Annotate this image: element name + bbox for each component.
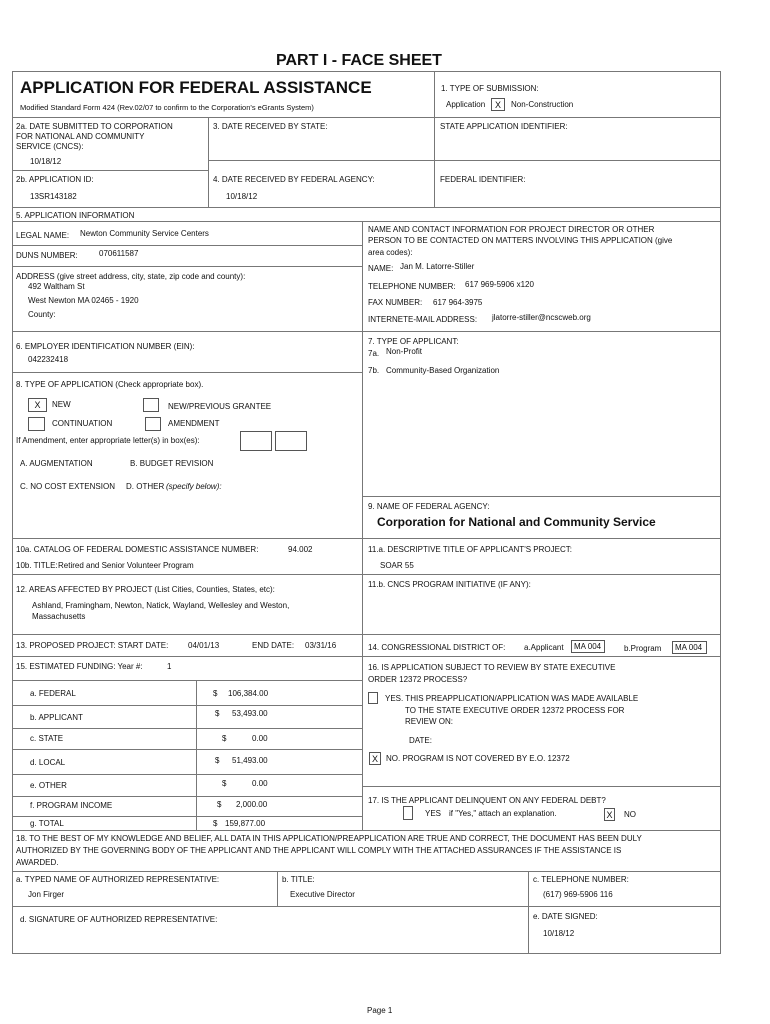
- submission-application-label: Application: [446, 100, 486, 109]
- certification-line-3: AWARDED.: [16, 858, 59, 867]
- type-of-applicant-label: 7. TYPE OF APPLICANT:: [368, 337, 459, 346]
- project-title: SOAR 55: [380, 561, 414, 570]
- review-no-checkbox[interactable]: X: [369, 752, 381, 765]
- rep-name-value: Jon Firger: [28, 890, 65, 899]
- debt-label: 17. IS THE APPLICANT DELINQUENT ON ANY FEDERAL DEBT?: [368, 796, 606, 805]
- ein-label: 6. EMPLOYER IDENTIFICATION NUMBER (EIN):: [16, 342, 195, 351]
- contact-header-2: PERSON TO BE CONTACTED ON MATTERS INVOLVING THIS APPLICATION (give: [368, 236, 673, 245]
- date-received-state-label: 3. DATE RECEIVED BY STATE:: [213, 122, 328, 131]
- legal-name-label: LEGAL NAME:: [16, 231, 70, 240]
- funding-row-amount: 53,493.00: [232, 709, 268, 718]
- review-no-label: NO. PROGRAM IS NOT COVERED BY E.O. 12372: [386, 754, 570, 763]
- applicant-type-b-label: 7b.: [368, 366, 380, 375]
- date-submitted-value: 10/18/12: [30, 157, 62, 166]
- program-district-value[interactable]: MA 004: [672, 641, 707, 654]
- funding-row-currency: $: [222, 779, 227, 788]
- rep-name-label: a. TYPED NAME OF AUTHORIZED REPRESENTATIVE:: [16, 875, 220, 884]
- date-received-federal-value: 10/18/12: [226, 192, 258, 201]
- submission-type: Non-Construction: [511, 100, 574, 109]
- review-yes-checkbox[interactable]: [368, 692, 378, 704]
- funding-row-label: g. TOTAL: [30, 819, 64, 828]
- funding-row-currency: $: [213, 819, 218, 828]
- catalog-title: Retired and Senior Volunteer Program: [58, 561, 194, 570]
- legal-name-value: Newton Community Service Centers: [80, 229, 209, 238]
- contact-name-value: Jan M. Latorre-Stiller: [400, 262, 475, 271]
- amendment-letter-box-1[interactable]: [240, 431, 272, 451]
- review-yes-line-2: TO THE STATE EXECUTIVE ORDER 12372 PROCESS FOR: [405, 706, 625, 715]
- telephone-label: TELEPHONE NUMBER:: [368, 282, 456, 291]
- contact-header-3: area codes):: [368, 248, 413, 257]
- state-app-id-label: STATE APPLICATION IDENTIFIER:: [440, 122, 568, 131]
- email-value: jlatorre-stiller@ncscweb.org: [492, 313, 591, 322]
- debt-no-checkbox[interactable]: X: [604, 808, 615, 821]
- federal-identifier-label: FEDERAL IDENTIFIER:: [440, 175, 526, 184]
- new-label: NEW: [52, 400, 71, 409]
- areas-line-2: Massachusetts: [32, 612, 86, 621]
- type-of-application-label: 8. TYPE OF APPLICATION (Check appropriate box).: [16, 380, 204, 389]
- rep-phone-value: (617) 969-5906 116: [543, 890, 613, 899]
- application-info-label: 5. APPLICATION INFORMATION: [16, 211, 135, 220]
- funding-row-currency: $: [215, 756, 220, 765]
- duns-value: 070611587: [99, 249, 139, 258]
- funding-row-amount: 159,877.00: [225, 819, 266, 828]
- rep-title-label: b. TITLE:: [282, 875, 315, 884]
- end-date-label: END DATE:: [252, 641, 295, 650]
- new-checkbox[interactable]: X: [28, 398, 47, 412]
- debt-no-label: NO: [624, 810, 636, 819]
- applicant-type-a-label: 7a.: [368, 349, 380, 358]
- start-date-value: 04/01/13: [188, 641, 220, 650]
- new-previous-label: NEW/PREVIOUS GRANTEE: [168, 402, 272, 411]
- ein-value: 042232418: [28, 355, 69, 364]
- option-no-cost-extension: C. NO COST EXTENSION: [20, 482, 115, 491]
- end-date-value: 03/31/16: [305, 641, 337, 650]
- fax-value: 617 964-3975: [433, 298, 483, 307]
- certification-line-1: 18. TO THE BEST OF MY KNOWLEDGE AND BELIEF, ALL DATA IN THIS APPLICATION/PREAPPLICATION ARE TRUE AND CORRECT, THE DOCUMENT HAS BEEN DULY: [16, 834, 642, 843]
- funding-row-amount: 51,493.00: [232, 756, 268, 765]
- fax-label: FAX NUMBER:: [368, 298, 423, 307]
- continuation-label: CONTINUATION: [52, 419, 113, 428]
- signature-label: d. SIGNATURE OF AUTHORIZED REPRESENTATIVE:: [20, 915, 218, 924]
- date-submitted-label-3: SERVICE (CNCS):: [16, 142, 84, 151]
- amendment-checkbox[interactable]: [145, 417, 161, 431]
- address-line-1: 492 Waltham St: [28, 282, 85, 291]
- date-received-federal-label: 4. DATE RECEIVED BY FEDERAL AGENCY:: [213, 175, 375, 184]
- funding-row-amount: 0.00: [252, 734, 268, 743]
- type-of-submission-label: 1. TYPE OF SUBMISSION:: [441, 84, 539, 93]
- duns-label: DUNS NUMBER:: [16, 251, 78, 260]
- review-label-2: ORDER 12372 PROCESS?: [368, 675, 468, 684]
- funding-row-currency: $: [213, 689, 218, 698]
- page-number: Page 1: [367, 1006, 393, 1015]
- application-id-value: 13SR143182: [30, 192, 77, 201]
- form-title: APPLICATION FOR FEDERAL ASSISTANCE: [20, 78, 372, 97]
- congressional-district-label: 14. CONGRESSIONAL DISTRICT OF:: [368, 643, 506, 652]
- debt-yes-note: if "Yes," attach an explanation.: [449, 809, 557, 818]
- county-label: County:: [28, 310, 56, 319]
- review-label-1: 16. IS APPLICATION SUBJECT TO REVIEW BY STATE EXECUTIVE: [368, 663, 616, 672]
- option-other: D. OTHER: [126, 482, 165, 491]
- funding-row-label: c. STATE: [30, 734, 64, 743]
- address-label: ADDRESS (give street address, city, state, zip code and county):: [16, 272, 246, 281]
- funding-row-label: a. FEDERAL: [30, 689, 76, 698]
- catalog-number: 94.002: [288, 545, 313, 554]
- submission-checkbox[interactable]: X: [491, 98, 505, 111]
- date-signed-label: e. DATE SIGNED:: [533, 912, 598, 921]
- option-augmentation: A. AUGMENTATION: [20, 459, 93, 468]
- review-yes-line-3: REVIEW ON:: [405, 717, 454, 726]
- applicant-district-label: a.Applicant: [524, 643, 564, 652]
- estimated-funding-label: 15. ESTIMATED FUNDING: Year #:: [16, 662, 143, 671]
- funding-row-currency: $: [215, 709, 220, 718]
- catalog-title-label: 10b. TITLE:: [16, 561, 58, 570]
- funding-row-amount: 0.00: [252, 779, 268, 788]
- funding-row-amount: 106,384.00: [228, 689, 269, 698]
- new-previous-checkbox[interactable]: [143, 398, 159, 412]
- funding-row-currency: $: [222, 734, 227, 743]
- telephone-value: 617 969-5906 x120: [465, 280, 534, 289]
- amendment-instruction: If Amendment, enter appropriate letter(s) in box(es):: [16, 436, 200, 445]
- review-yes-line-1: YES. THIS PREAPPLICATION/APPLICATION WAS MADE AVAILABLE: [385, 694, 639, 703]
- page-title: PART I - FACE SHEET: [276, 52, 442, 69]
- debt-yes-checkbox[interactable]: [403, 806, 413, 820]
- proposed-project-label: 13. PROPOSED PROJECT: START DATE:: [16, 641, 169, 650]
- funding-row-label: f. PROGRAM INCOME: [30, 801, 113, 810]
- date-submitted-label-1: 2a. DATE SUBMITTED TO CORPORATION: [16, 122, 173, 131]
- federal-agency-name: Corporation for National and Community Service: [377, 515, 656, 529]
- funding-row-label: b. APPLICANT: [30, 713, 83, 722]
- funding-row-label: d. LOCAL: [30, 758, 66, 767]
- funding-row-label: e. OTHER: [30, 781, 67, 790]
- option-budget-revision: B. BUDGET REVISION: [130, 459, 214, 468]
- areas-line-1: Ashland, Framingham, Newton, Natick, Wayland, Wellesley and Weston,: [32, 601, 290, 610]
- amendment-letter-box-2[interactable]: [275, 431, 307, 451]
- program-initiative-label: 11.b. CNCS PROGRAM INITIATIVE (IF ANY):: [368, 580, 531, 589]
- rep-title-value: Executive Director: [290, 890, 355, 899]
- amendment-label: AMENDMENT: [168, 419, 220, 428]
- date-submitted-label-2: FOR NATIONAL AND COMMUNITY: [16, 132, 145, 141]
- program-district-label: b.Program: [624, 644, 662, 653]
- project-title-label: 11.a. DESCRIPTIVE TITLE OF APPLICANT'S PROJECT:: [368, 545, 572, 554]
- address-line-2: West Newton MA 02465 - 1920: [28, 296, 139, 305]
- funding-row-amount: 2,000.00: [236, 800, 268, 809]
- date-signed-value: 10/18/12: [543, 929, 575, 938]
- applicant-type-b-value: Community-Based Organization: [386, 366, 500, 375]
- review-date-label: DATE:: [409, 736, 432, 745]
- certification-line-2: AUTHORIZED BY THE GOVERNING BODY OF THE APPLICANT AND THE APPLICANT WILL COMPLY WITH THE ATTACHED ASSURANCES IF THE ASSISTANCE IS: [16, 846, 622, 855]
- application-id-label: 2b. APPLICATION ID:: [16, 175, 94, 184]
- option-other-note: (specify below):: [166, 482, 222, 491]
- contact-name-label: NAME:: [368, 264, 394, 273]
- email-label: INTERNETE-MAIL ADDRESS:: [368, 315, 478, 324]
- debt-yes-label: YES: [425, 809, 442, 818]
- form-subtitle: Modified Standard Form 424 (Rev.02/07 to confirm to the Corporation's eGrants System): [20, 103, 314, 112]
- applicant-type-a-value: Non-Profit: [386, 347, 423, 356]
- funding-year: 1: [167, 662, 172, 671]
- continuation-checkbox[interactable]: [28, 417, 45, 431]
- catalog-label: 10a. CATALOG OF FEDERAL DOMESTIC ASSISTANCE NUMBER:: [16, 545, 259, 554]
- areas-label: 12. AREAS AFFECTED BY PROJECT (List Cities, Counties, States, etc):: [16, 585, 275, 594]
- applicant-district-value[interactable]: MA 004: [571, 640, 605, 653]
- contact-header-1: NAME AND CONTACT INFORMATION FOR PROJECT DIRECTOR OR OTHER: [368, 225, 655, 234]
- funding-row-currency: $: [217, 800, 222, 809]
- rep-phone-label: c. TELEPHONE NUMBER:: [533, 875, 629, 884]
- federal-agency-label: 9. NAME OF FEDERAL AGENCY:: [368, 502, 490, 511]
